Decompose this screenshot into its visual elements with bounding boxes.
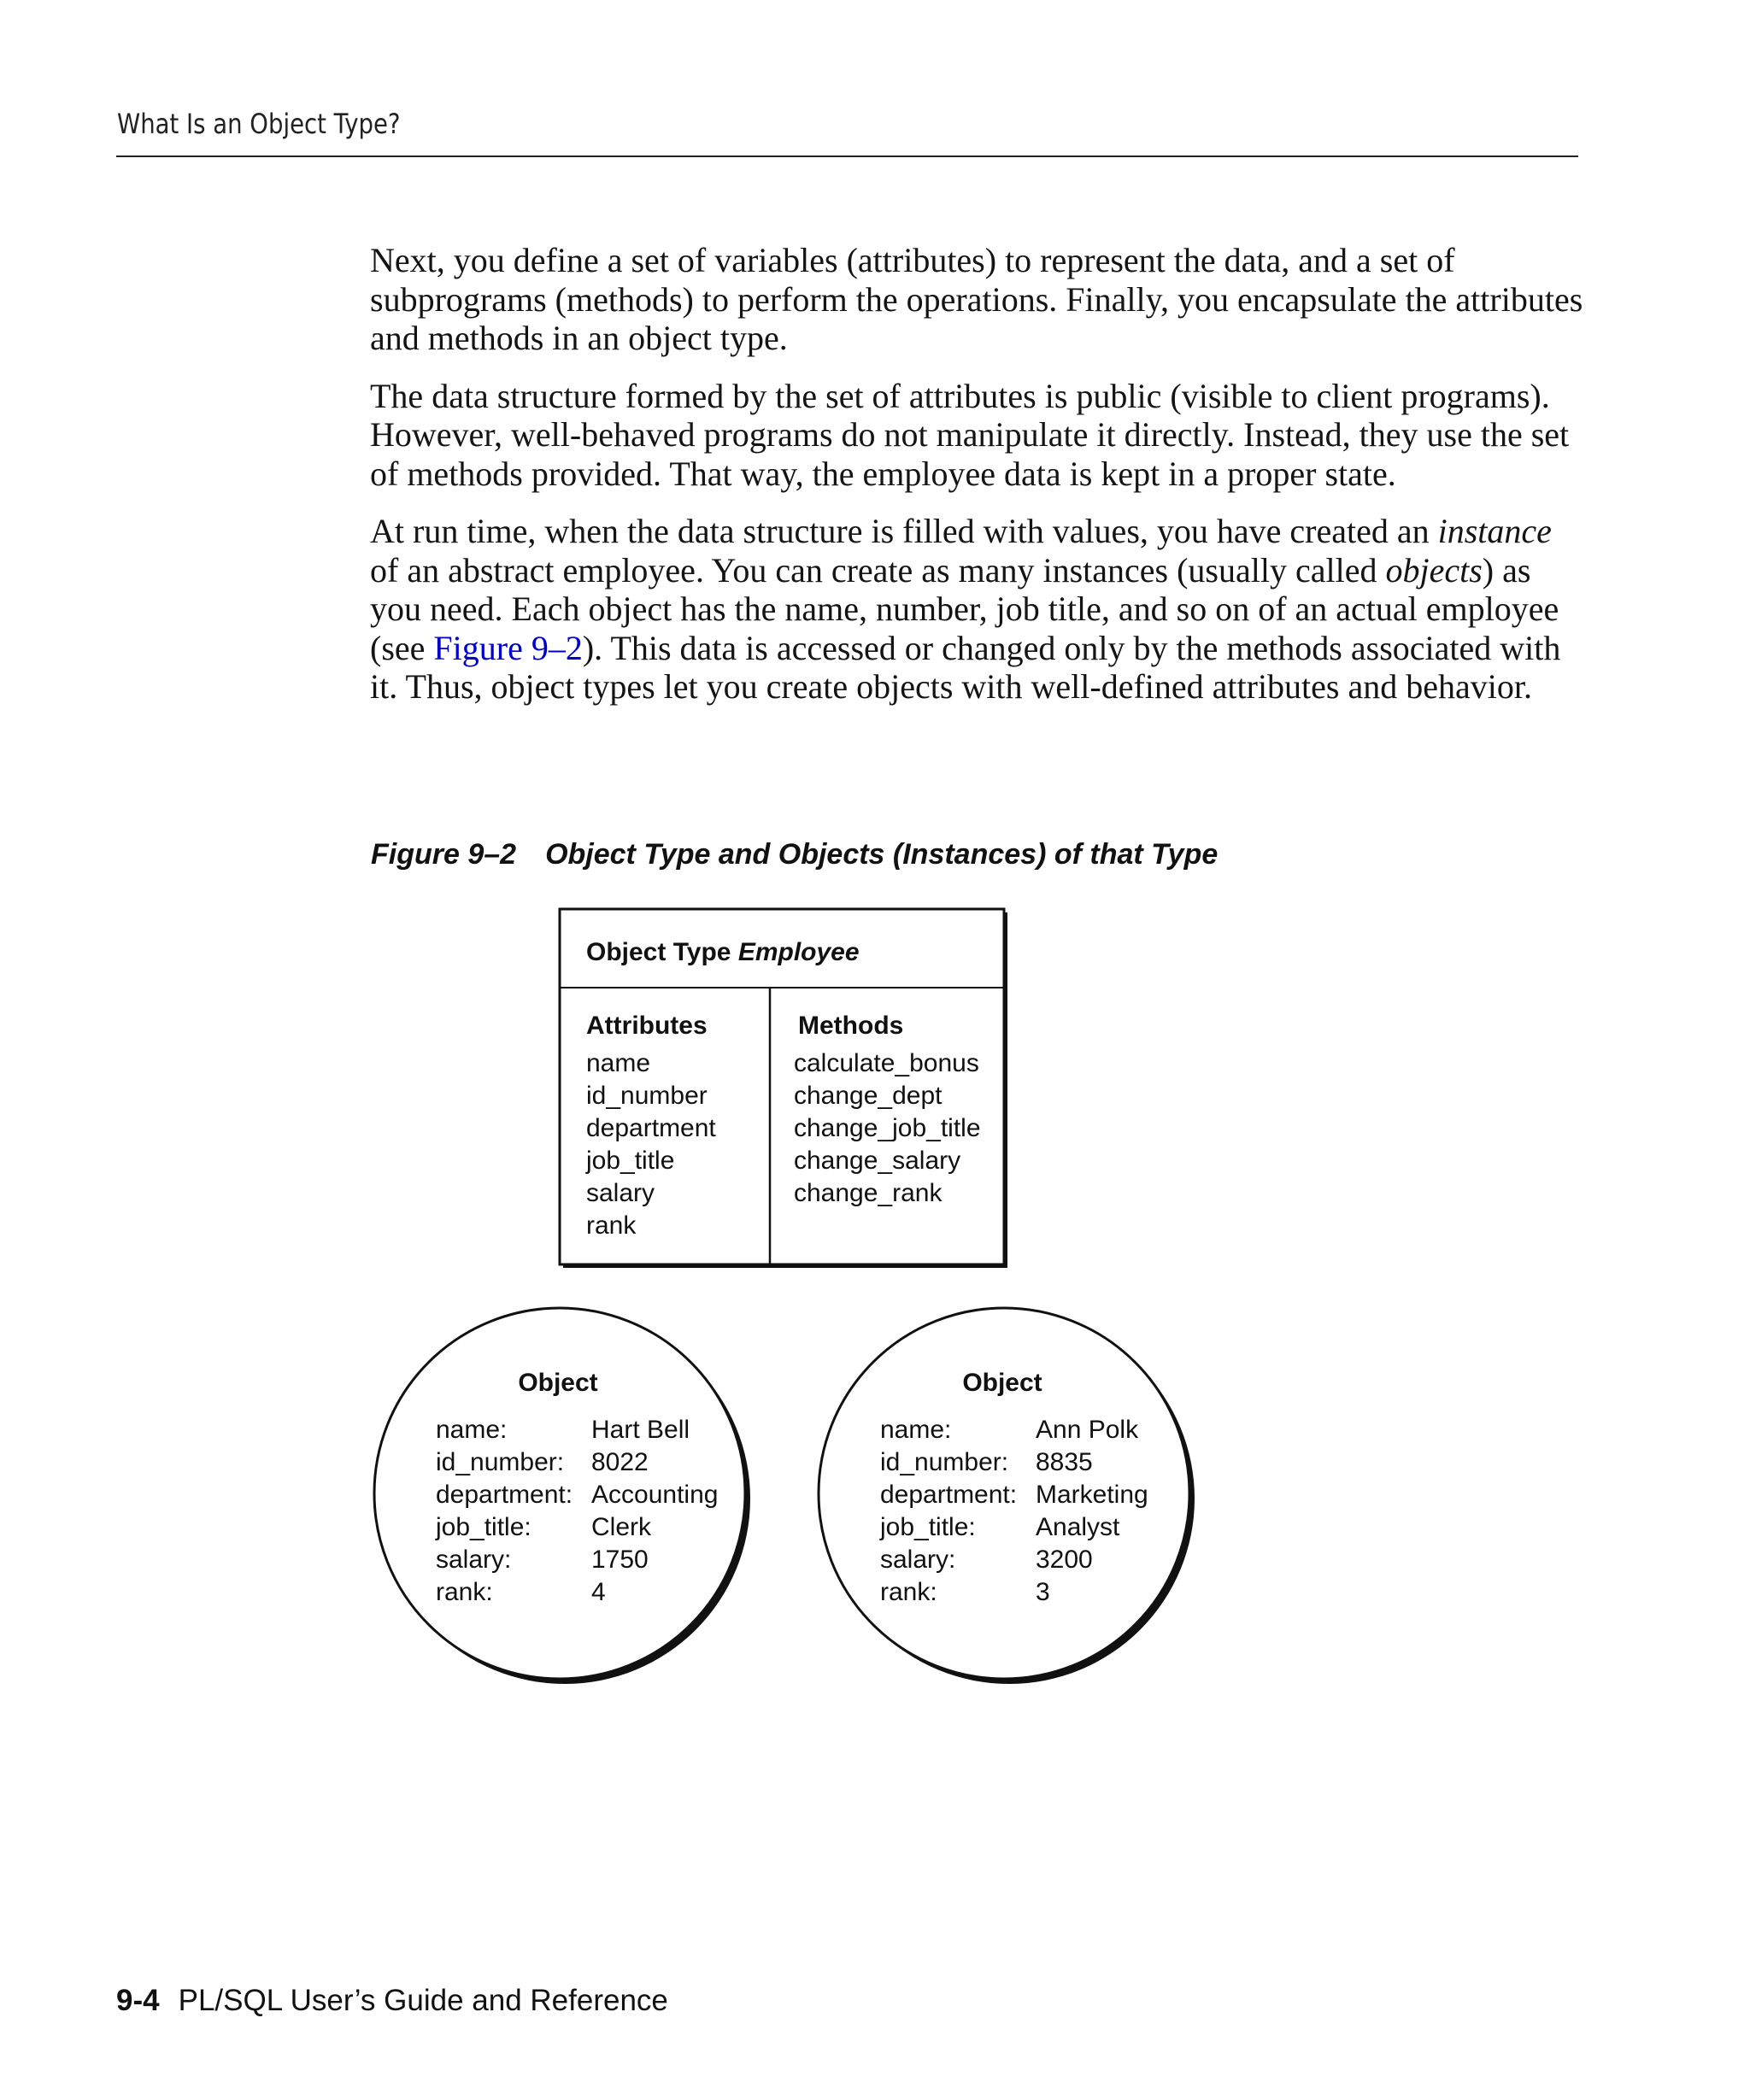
- attribute-item: job_title: [586, 1147, 675, 1175]
- attribute-item: rank: [586, 1211, 637, 1240]
- object-field-key: job_title:: [880, 1513, 976, 1541]
- paragraph-3-part-2: of an abstract employee. You can create as many instances (usually called: [370, 550, 1386, 590]
- figure-title: Object Type and Objects (Instances) of that Type: [545, 838, 1219, 871]
- object-field-value: Accounting: [591, 1481, 719, 1509]
- method-item: calculate_bonus: [794, 1049, 979, 1077]
- book-title: PL/SQL User’s Guide and Reference: [178, 1984, 668, 2017]
- method-item: change_dept: [794, 1082, 943, 1110]
- type-box-title: [586, 938, 860, 966]
- method-item: change_job_title: [794, 1114, 981, 1142]
- object-field-value: Marketing: [1036, 1481, 1148, 1509]
- type-box-title-name: Employee: [737, 938, 860, 966]
- object-field-value: Ann Polk: [1036, 1416, 1139, 1444]
- object-field-key: department:: [436, 1481, 573, 1509]
- object-field-value: Analyst: [1036, 1513, 1120, 1541]
- object-field-value: 4: [591, 1578, 606, 1606]
- object-field-value: Hart Bell: [591, 1416, 690, 1444]
- object-field-key: name:: [436, 1416, 508, 1444]
- page-footer: [116, 1984, 668, 2018]
- paragraph-3-part-3: ) as you need. Each object has the name, number, job title, and so on of an actual employee (see: [370, 550, 1559, 667]
- object-field-key: rank:: [880, 1578, 937, 1606]
- object-field-key: name:: [880, 1416, 952, 1444]
- object-field-value: 3: [1036, 1578, 1050, 1606]
- term-instance: instance: [1437, 512, 1552, 550]
- term-objects: objects: [1385, 550, 1483, 590]
- type-box-title-prefix: Object Type: [586, 938, 731, 966]
- object-field-value: 8835: [1036, 1448, 1093, 1476]
- running-header: What Is an Object Type?: [117, 108, 401, 140]
- figure-label: Figure 9–2: [371, 838, 517, 871]
- figure-link[interactable]: Figure 9–2: [433, 628, 583, 667]
- object-field-key: salary:: [880, 1546, 956, 1574]
- attribute-item: department: [586, 1114, 716, 1142]
- object-field-value: Clerk: [591, 1513, 652, 1541]
- methods-header: Methods: [798, 1012, 904, 1040]
- object-field-value: 1750: [591, 1546, 649, 1574]
- object-field-key: job_title:: [436, 1513, 531, 1541]
- method-item: change_salary: [794, 1147, 961, 1175]
- object-field-key: department:: [880, 1481, 1018, 1509]
- object-field-key: salary:: [436, 1546, 512, 1574]
- paragraph-2: The data structure formed by the set of attributes is public (visible to client programs). However, well-behaved programs do not manipulate it directly. Instead, they use the set of methods provided. That way, the employee data is kept in a proper state.: [370, 376, 1570, 493]
- object-field-key: rank:: [436, 1578, 493, 1606]
- attribute-item: salary: [586, 1179, 655, 1207]
- object-field-value: 8022: [591, 1448, 649, 1476]
- paragraph-3-part-1: At run time, when the data structure is filled with values, you have created an: [370, 512, 1438, 550]
- paragraph-1: Next, you define a set of variables (attributes) to represent the data, and a set of subprograms (methods) to perform the operations. Finally, you encapsulate the attributes and methods in an object type.: [370, 241, 1583, 357]
- object-2-title: Object: [962, 1369, 1042, 1397]
- object-field-key: id_number:: [880, 1448, 1009, 1476]
- object-field-value: 3200: [1036, 1546, 1093, 1574]
- method-item: change_rank: [794, 1179, 943, 1207]
- paragraph-3-part-4: ). This data is accessed or changed only by the methods associated with it. Thus, object types let you create objects with well-defined attributes and behavior.: [370, 628, 1561, 706]
- attribute-item: name: [586, 1049, 651, 1077]
- object-1-title: Object: [518, 1369, 598, 1397]
- page-number: 9-4: [116, 1984, 160, 2017]
- attributes-header: Attributes: [586, 1012, 708, 1040]
- object-field-key: id_number:: [436, 1448, 565, 1476]
- attribute-item: id_number: [586, 1082, 708, 1110]
